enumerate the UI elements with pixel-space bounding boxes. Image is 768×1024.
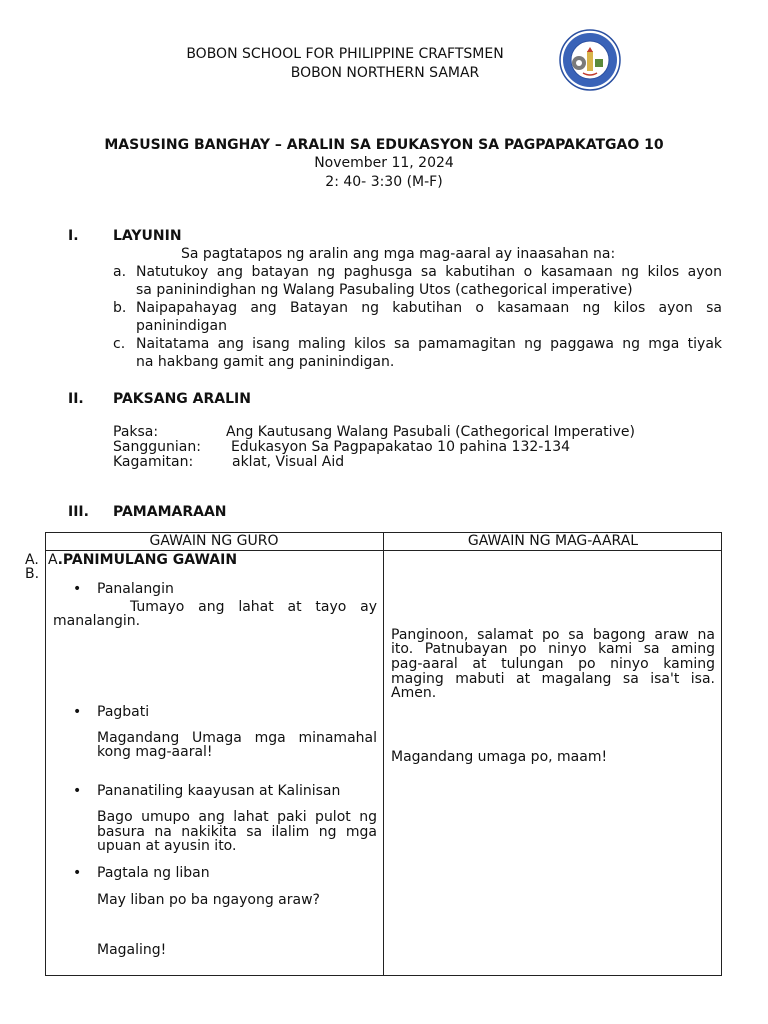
student-prayer-line3: pag-aaral at tulungan po ninyo kaming [391, 656, 715, 672]
section-a-letter: A [48, 552, 58, 568]
sanggunian-value: Edukasyon Sa Pagpapakatao 10 pahina 132-134 [231, 439, 571, 455]
teacher-kaayusan-line3: upuan at ayusin ito. [97, 838, 237, 854]
student-prayer-line1: Panginoon, salamat po sa bagong araw na [391, 627, 715, 643]
section1-heading: LAYUNIN [113, 228, 182, 244]
section2-heading: PAKSANG ARALIN [113, 391, 251, 407]
teacher-pagbati-line1: Magandang Umaga mga minamahal [97, 730, 377, 746]
section-a-heading: .PANIMULANG GAWAIN [57, 552, 238, 568]
objective-a-letter: a. [113, 264, 127, 280]
section1-numeral: I. [68, 228, 79, 244]
margin-label-b: B. [25, 566, 40, 582]
objective-a-line2: sa paninindighan ng Walang Pasubaling Utos (cathegorical imperative) [136, 282, 633, 298]
objective-c-line1: Naitatama ang isang maling kilos sa pamamagitan ng paggawa ng mga tiyak [136, 336, 722, 352]
school-seal-icon [559, 29, 621, 91]
teacher-item-panalangin: • Panalangin [97, 581, 174, 597]
section-a-title [48, 552, 237, 568]
teacher-liban-question: May liban po ba ngayong araw? [97, 892, 320, 908]
section2-numeral: II. [68, 391, 84, 407]
margin-label-a: A. [25, 552, 39, 568]
column-header-teacher: GAWAIN NG GURO [149, 533, 279, 549]
objective-b-line2: paninindigan [136, 318, 227, 334]
objective-b-letter: b. [113, 300, 127, 316]
section3-heading: PAMAMARAAN [113, 504, 227, 520]
teacher-kaayusan-line2: basura na nakikita sa ilalim ng mga [97, 824, 377, 840]
school-location: BOBON NORTHERN SAMAR [290, 65, 480, 81]
column-header-student: GAWAIN NG MAG-AARAL [467, 533, 639, 549]
kagamitan-label: Kagamitan: [113, 454, 194, 470]
teacher-item-liban: • Pagtala ng liban [97, 865, 210, 881]
objective-c-letter: c. [113, 336, 126, 352]
section1-intro: Sa pagtatapos ng aralin ang mga mag-aaral ay inaasahan na: [181, 246, 616, 262]
teacher-magaling: Magaling! [97, 942, 167, 958]
objective-c-line2: na hakbang gamit ang paninindigan. [136, 354, 395, 370]
student-prayer-line2: ito. Patnubayan po ninyo kami sa aming [391, 641, 715, 657]
objective-a-line1: Natutukoy ang batayan ng paghusga sa kabutihan o kasamaan ng kilos ayon [136, 264, 722, 280]
table-header-divider [45, 550, 722, 551]
kagamitan-value: aklat, Visual Aid [232, 454, 345, 470]
document-title: MASUSING BANGHAY – ARALIN SA EDUKASYON SA PAGPAPAKATGAO 10 [104, 137, 664, 153]
table-column-divider [383, 532, 384, 976]
teacher-panalangin-line1: Tumayo ang lahat at tayo ay [130, 599, 377, 615]
student-prayer-line5: Amen. [391, 685, 437, 701]
student-greeting: Magandang umaga po, maam! [391, 749, 608, 765]
lesson-time: 2: 40- 3:30 (M-F) [325, 174, 443, 190]
teacher-item-pagbati: • Pagbati [97, 704, 149, 720]
sanggunian-label: Sanggunian: [113, 439, 201, 455]
teacher-kaayusan-line1: Bago umupo ang lahat paki pulot ng [97, 809, 377, 825]
teacher-panalangin-line2: manalangin. [53, 613, 141, 629]
objective-b-line1: Naipapahayag ang Batayan ng kabutihan o kasamaan ng kilos ayon sa [136, 300, 722, 316]
teacher-item-kaayusan: • Pananatiling kaayusan at Kalinisan [97, 783, 340, 799]
lesson-date: November 11, 2024 [314, 155, 454, 171]
paksa-value: Ang Kautusang Walang Pasubali (Cathegorical Imperative) [226, 424, 635, 440]
paksa-label: Paksa: [113, 424, 159, 440]
student-prayer-line4: maging mabuti at magalang sa isa't isa. [391, 671, 715, 687]
school-name: BOBON SCHOOL FOR PHILIPPINE CRAFTSMEN [186, 46, 504, 62]
section3-numeral: III. [68, 504, 89, 520]
teacher-pagbati-line2: kong mag-aaral! [97, 744, 213, 760]
